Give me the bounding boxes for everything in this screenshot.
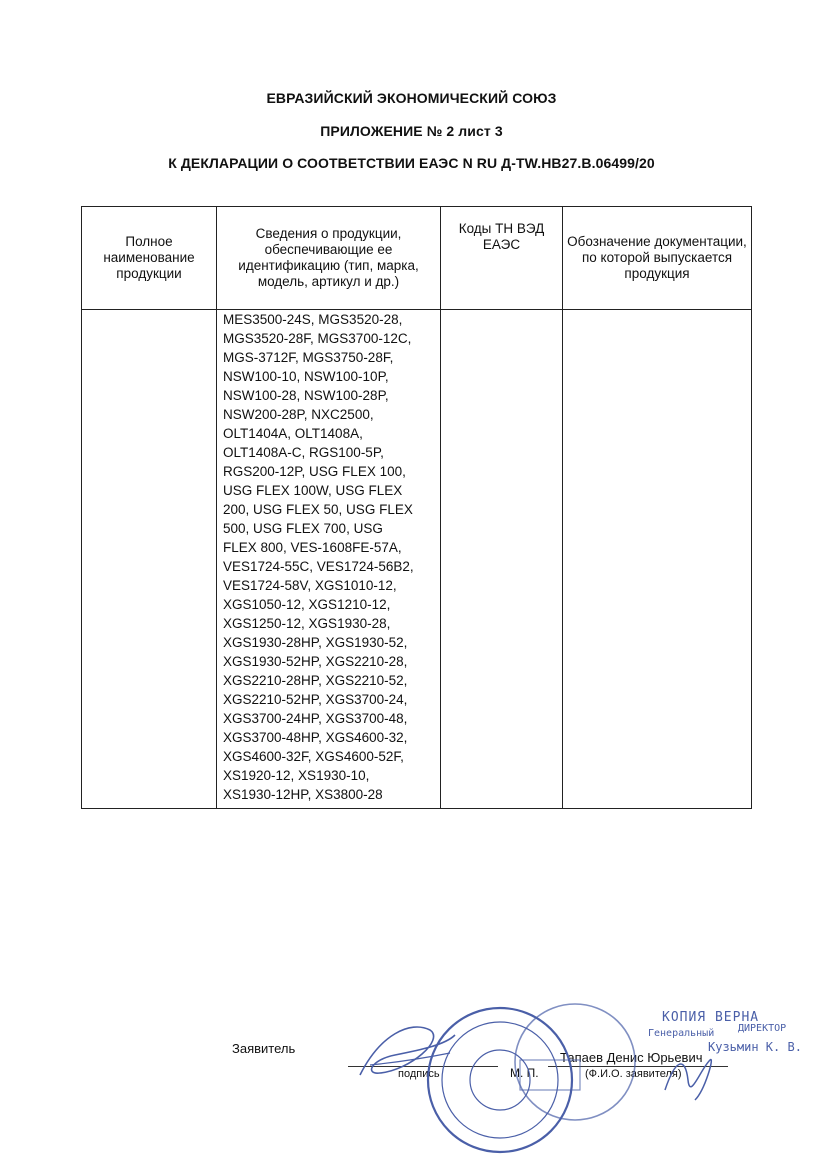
stamp-place-label: М. П. <box>510 1066 539 1080</box>
product-line: XGS1930-52HP, XGS2210-28, <box>223 654 408 669</box>
certified-role-right: ДИРЕКТОР <box>738 1023 787 1034</box>
col-header-documentation: Обозначение документации, по которой выпускается продукция <box>563 207 752 310</box>
certified-copy-text: КОПИЯ ВЕРНА <box>662 1010 760 1025</box>
cell-documentation <box>563 310 752 809</box>
cell-product-info <box>217 310 441 809</box>
product-line: MGS-3712F, MGS3750-28F, <box>223 350 394 365</box>
product-line: XGS1250-12, XGS1930-28, <box>223 616 391 631</box>
product-line: XGS2210-28HP, XGS2210-52, <box>223 673 408 688</box>
product-line: XS1930-12HP, XS3800-28 <box>223 787 383 802</box>
product-line: XGS3700-48HP, XGS4600-32, <box>223 730 408 745</box>
signer-name: Тапаев Денис Юрьевич <box>560 1050 703 1065</box>
product-line: FLEX 800, VES-1608FE-57A, <box>223 540 402 555</box>
product-line: OLT1408A-C, RGS100-5P, <box>223 445 384 460</box>
col-header-product-name: Полное наименование продукции <box>82 207 217 310</box>
signature-caption: подпись <box>398 1068 440 1080</box>
certified-name: Кузьмин К. В. <box>708 1040 802 1054</box>
table-header-row <box>82 207 752 310</box>
product-line: OLT1404A, OLT1408A, <box>223 426 363 441</box>
union-title: ЕВРАЗИЙСКИЙ ЭКОНОМИЧЕСКИЙ СОЮЗ <box>266 90 557 106</box>
product-line: XS1920-12, XS1930-10, <box>223 768 370 783</box>
product-line: VES1724-55C, VES1724-56B2, <box>223 559 414 574</box>
cell-product-name <box>82 310 217 809</box>
product-line: XGS2210-52HP, XGS3700-24, <box>223 692 408 707</box>
cell-hs-codes <box>441 310 563 809</box>
product-line: XGS1050-12, XGS1210-12, <box>223 597 391 612</box>
certified-role-left: Генеральный <box>648 1028 715 1039</box>
appendix-title: ПРИЛОЖЕНИЕ № 2 лист 3 <box>320 123 503 139</box>
col-header-hs-codes: Коды ТН ВЭД ЕАЭС <box>441 207 563 310</box>
products-table <box>81 206 752 809</box>
col-header-product-info: Сведения о продукции, обеспечивающие ее идентификацию (тип, марка, модель, артикул и др.) <box>217 207 441 310</box>
product-line: RGS200-12P, USG FLEX 100, <box>223 464 406 479</box>
product-line: NSW200-28P, NXC2500, <box>223 407 374 422</box>
product-line: NSW100-10, NSW100-10P, <box>223 369 389 384</box>
applicant-label: Заявитель <box>232 1041 296 1056</box>
product-line: MES3500-24S, MGS3520-28, <box>223 312 403 327</box>
product-line: 500, USG FLEX 700, USG <box>223 521 383 536</box>
product-line: XGS4600-32F, XGS4600-52F, <box>223 749 404 764</box>
product-line: XGS3700-24HP, XGS3700-48, <box>223 711 408 726</box>
product-line: 200, USG FLEX 50, USG FLEX <box>223 502 413 517</box>
name-caption: (Ф.И.О. заявителя) <box>585 1068 682 1080</box>
product-line: XGS1930-28HP, XGS1930-52, <box>223 635 408 650</box>
company-stamp <box>420 1000 640 1165</box>
declaration-title: К ДЕКЛАРАЦИИ О СООТВЕТСТВИИ ЕАЭС N RU Д-TW.НВ27.В.06499/20 <box>168 155 655 171</box>
product-line: USG FLEX 100W, USG FLEX <box>223 483 403 498</box>
certifier-signature-scribble <box>660 1050 720 1105</box>
product-line: MGS3520-28F, MGS3700-12C, <box>223 331 412 346</box>
product-line: NSW100-28, NSW100-28P, <box>223 388 389 403</box>
product-line: VES1724-58V, XGS1010-12, <box>223 578 397 593</box>
table-row <box>82 310 752 809</box>
